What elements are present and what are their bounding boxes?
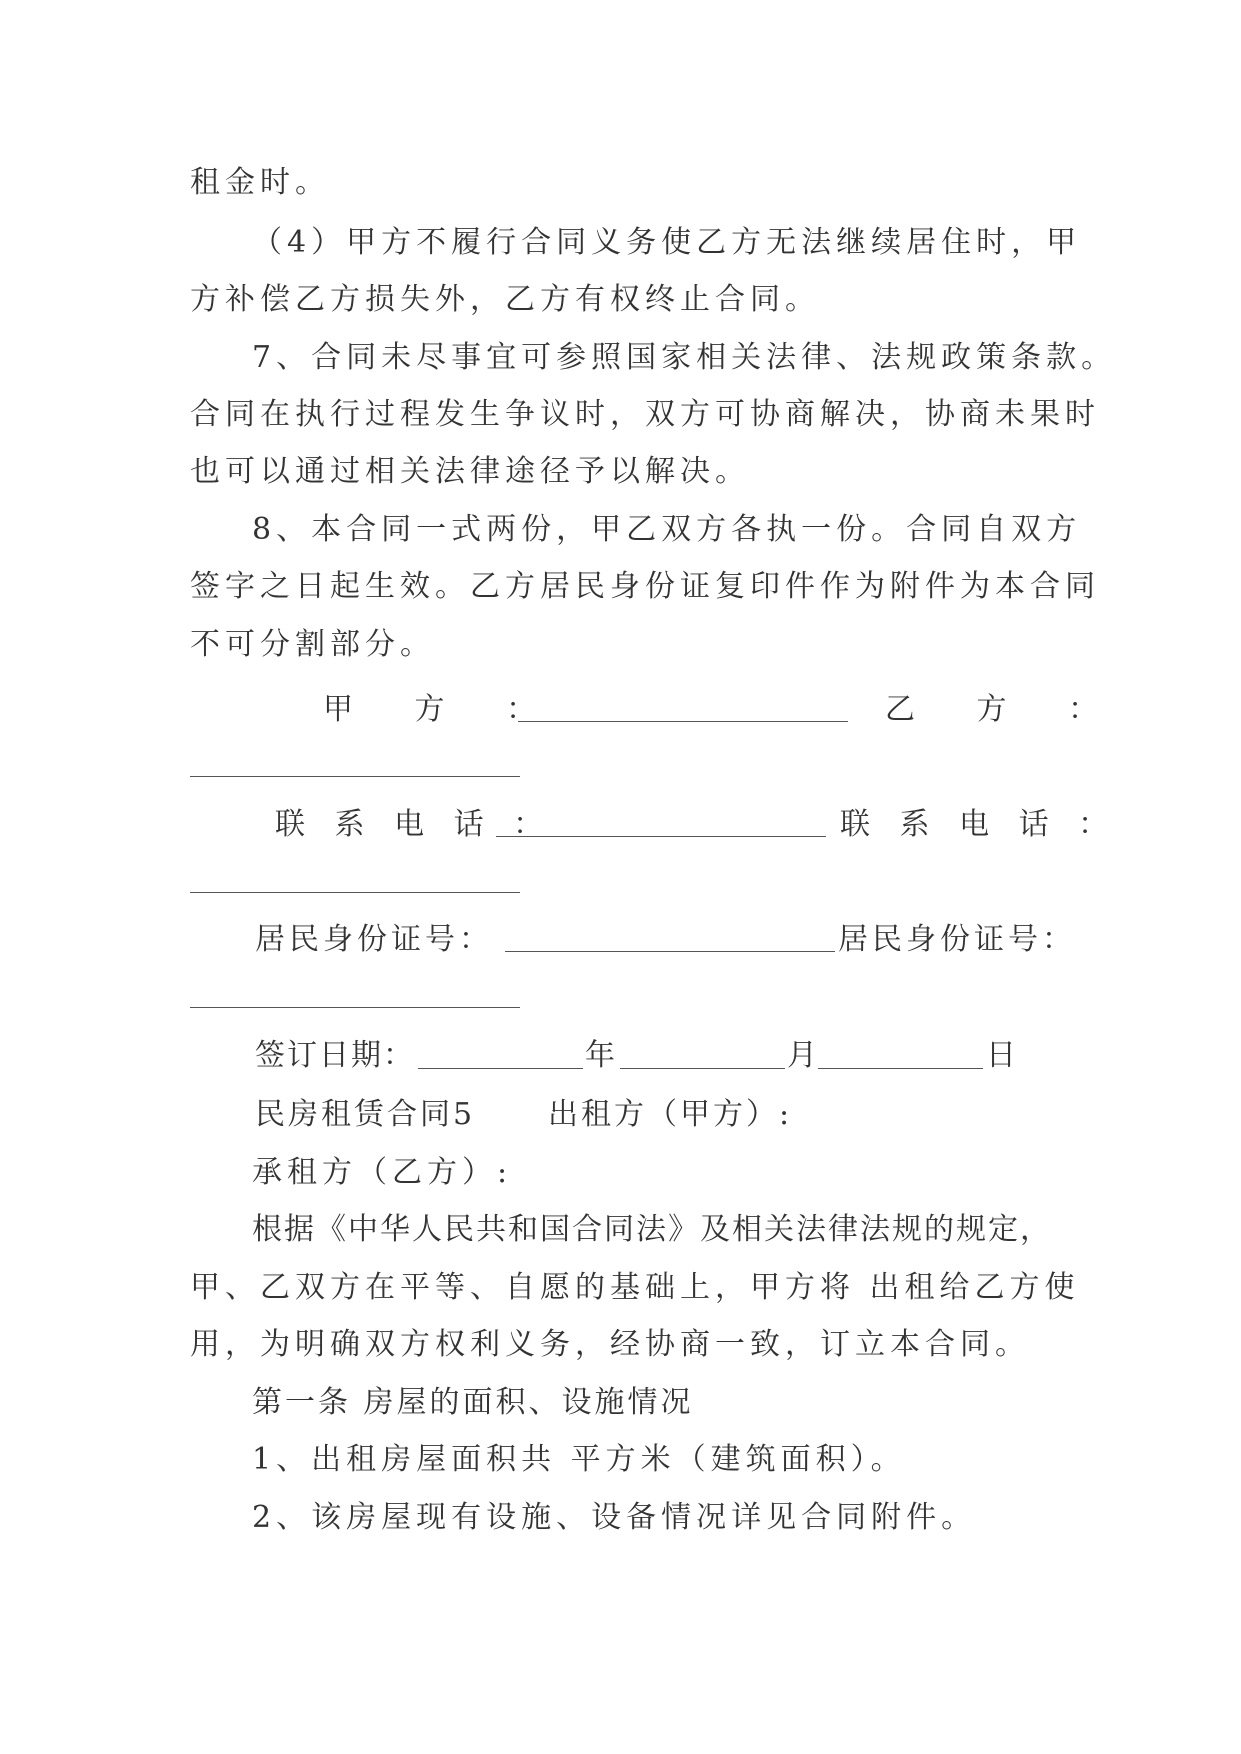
party-a-label: 甲 方 ：: [323, 692, 563, 727]
text-line: 合同在执行过程发生争议时，双方可协商解决，协商未果时: [190, 397, 1100, 432]
text-line: 方补偿乙方损失外，乙方有权终止合同。: [190, 282, 820, 317]
text-line: 1、出租房屋面积共 平方米（建筑面积）。: [252, 1442, 906, 1477]
day-blank[interactable]: [818, 1068, 983, 1069]
text-line: 不可分割部分。: [190, 627, 435, 662]
text-line: 7、合同未尽事宜可参照国家相关法律、法规政策条款。: [252, 340, 1117, 375]
id-a-blank[interactable]: [505, 951, 835, 952]
lessor-label: 出租方（甲方）:: [548, 1097, 793, 1132]
month-label: 月: [787, 1038, 817, 1073]
party-b-label: 乙 方 ：: [885, 692, 1125, 727]
month-blank[interactable]: [620, 1068, 785, 1069]
text-line: 根据《中华人民共和国合同法》及相关法律法规的规定，: [252, 1212, 1052, 1247]
year-label: 年: [585, 1038, 615, 1073]
date-label: 签订日期：: [255, 1038, 415, 1073]
text-line: 用，为明确双方权利义务，经协商一致，订立本合同。: [190, 1327, 1030, 1362]
text-line: 也可以通过相关法律途径予以解决。: [190, 454, 750, 489]
id-b-blank[interactable]: [190, 1007, 520, 1008]
phone-a-blank[interactable]: [496, 836, 826, 837]
party-a-blank[interactable]: [518, 721, 848, 722]
text-line: 8、本合同一式两份，甲乙双方各执一份。合同自双方: [252, 512, 1082, 547]
party-b-blank[interactable]: [190, 776, 520, 777]
article-heading: 第一条 房屋的面积、设施情况: [252, 1385, 694, 1420]
lessee-label: 承租方（乙方）:: [252, 1155, 513, 1190]
phone-label-b: 联 系 电 话 ：: [840, 807, 1119, 842]
contract-title: 民房租赁合同5: [255, 1097, 476, 1132]
phone-label-a: 联 系 电 话 ：: [275, 807, 554, 842]
text-line: 甲、乙双方在平等、自愿的基础上，甲方将 出租给乙方使: [190, 1270, 1080, 1305]
id-label-b: 居民身份证号：: [838, 922, 1076, 957]
year-blank[interactable]: [418, 1068, 583, 1069]
phone-b-blank[interactable]: [190, 892, 520, 893]
text-line: 租金时。: [190, 165, 330, 200]
day-label: 日: [986, 1038, 1016, 1073]
text-line: 签字之日起生效。乙方居民身份证复印件作为附件为本合同: [190, 569, 1100, 604]
id-label-a: 居民身份证号：: [255, 922, 493, 957]
text-line: 2、该房屋现有设施、设备情况详见合同附件。: [252, 1500, 977, 1535]
text-line: （4）甲方不履行合同义务使乙方无法继续居住时，甲: [252, 225, 1082, 260]
